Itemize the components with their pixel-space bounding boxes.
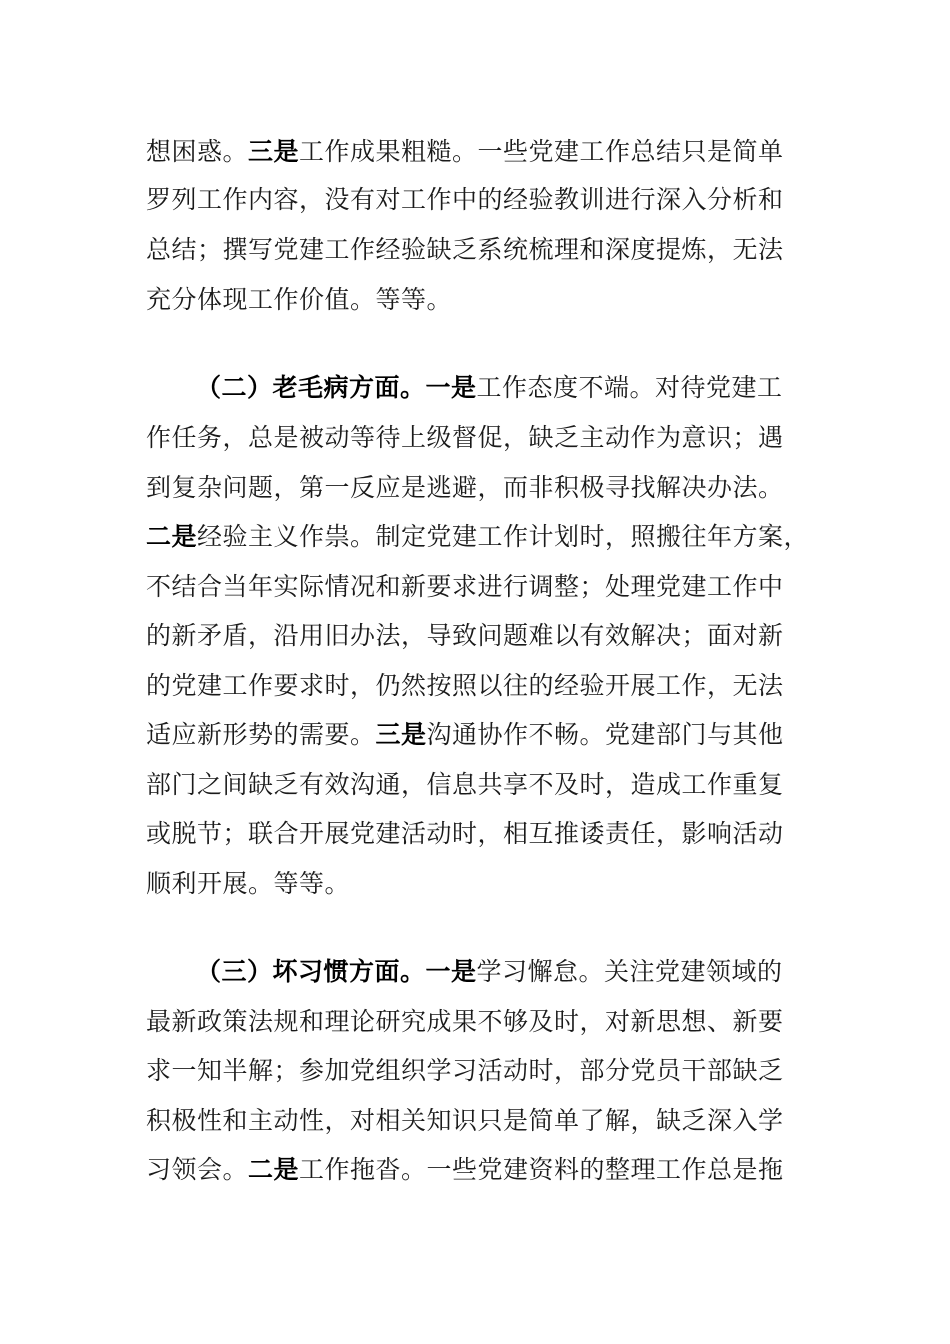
text-line: [146, 278, 806, 322]
text-line: [196, 366, 856, 410]
text-run: 沟通协作不畅。党建部门与其他: [426, 720, 784, 749]
text-run: 或脱节；联合开展党建活动时，相互推诿责任，影响活动: [146, 819, 784, 848]
text-line: [146, 178, 806, 222]
text-line: [146, 130, 806, 174]
text-run: 总结；撰写党建工作经验缺乏系统梳理和深度提炼，无法: [146, 235, 784, 264]
text-run: 的党建工作要求时，仍然按照以往的经验开展工作，无法: [146, 671, 784, 700]
section-heading-run: （三）坏习惯方面。一是: [196, 957, 477, 986]
text-line: [146, 862, 806, 906]
text-line: [146, 515, 810, 559]
text-line: [146, 1099, 806, 1143]
text-run: 的新矛盾，沿用旧办法，导致问题难以有效解决；面对新: [146, 621, 784, 650]
text-run: 到复杂问题，第一反应是逃避，而非积极寻找解决办法。: [146, 473, 784, 502]
text-line: [146, 1049, 806, 1093]
text-run: 部门之间缺乏有效沟通，信息共享不及时，造成工作重复: [146, 770, 784, 799]
text-line: [196, 950, 856, 994]
bold-run: 三是: [375, 720, 427, 749]
text-line: [146, 664, 806, 708]
text-line: [146, 1148, 806, 1192]
text-run: 工作态度不端。对待党建工: [476, 373, 783, 402]
text-line: [146, 614, 806, 658]
text-line: [146, 713, 806, 757]
text-run: 工作成果粗糙。一些党建工作总结只是简单: [299, 137, 784, 166]
text-line: [146, 228, 806, 272]
text-line: [146, 466, 806, 510]
bold-run: 二是: [146, 522, 198, 551]
text-run: 经验主义作祟。制定党建工作计划时，照搬往年方案，: [197, 522, 810, 551]
text-run: 想困惑。: [146, 137, 249, 166]
section-heading-run: （二）老毛病方面。一是: [196, 373, 477, 402]
text-run: 积极性和主动性，对相关知识只是简单了解，缺乏深入学: [146, 1106, 784, 1135]
bold-run: 二是: [248, 1155, 300, 1184]
text-run: 学习懈怠。关注党建领域的: [476, 957, 783, 986]
text-run: 不结合当年实际情况和新要求进行调整；处理党建工作中: [146, 572, 784, 601]
text-run: 顺利开展。等等。: [146, 869, 351, 898]
text-run: 作任务，总是被动等待上级督促，缺乏主动作为意识；遇: [146, 423, 784, 452]
text-run: 适应新形势的需要。: [146, 720, 376, 749]
text-run: 最新政策法规和理论研究成果不够及时，对新思想、新要: [146, 1007, 784, 1036]
text-line: [146, 416, 806, 460]
text-run: 工作拖沓。一些党建资料的整理工作总是拖: [299, 1155, 784, 1184]
text-run: 习领会。: [146, 1155, 249, 1184]
bold-run: 三是: [248, 137, 300, 166]
text-line: [146, 1000, 806, 1044]
text-line: [146, 565, 806, 609]
text-line: [146, 763, 806, 807]
text-run: 罗列工作内容，没有对工作中的经验教训进行深入分析和: [146, 185, 784, 214]
text-line: [146, 812, 806, 856]
text-run: 求一知半解；参加党组织学习活动时，部分党员干部缺乏: [146, 1056, 784, 1085]
text-run: 充分体现工作价值。等等。: [146, 285, 453, 314]
